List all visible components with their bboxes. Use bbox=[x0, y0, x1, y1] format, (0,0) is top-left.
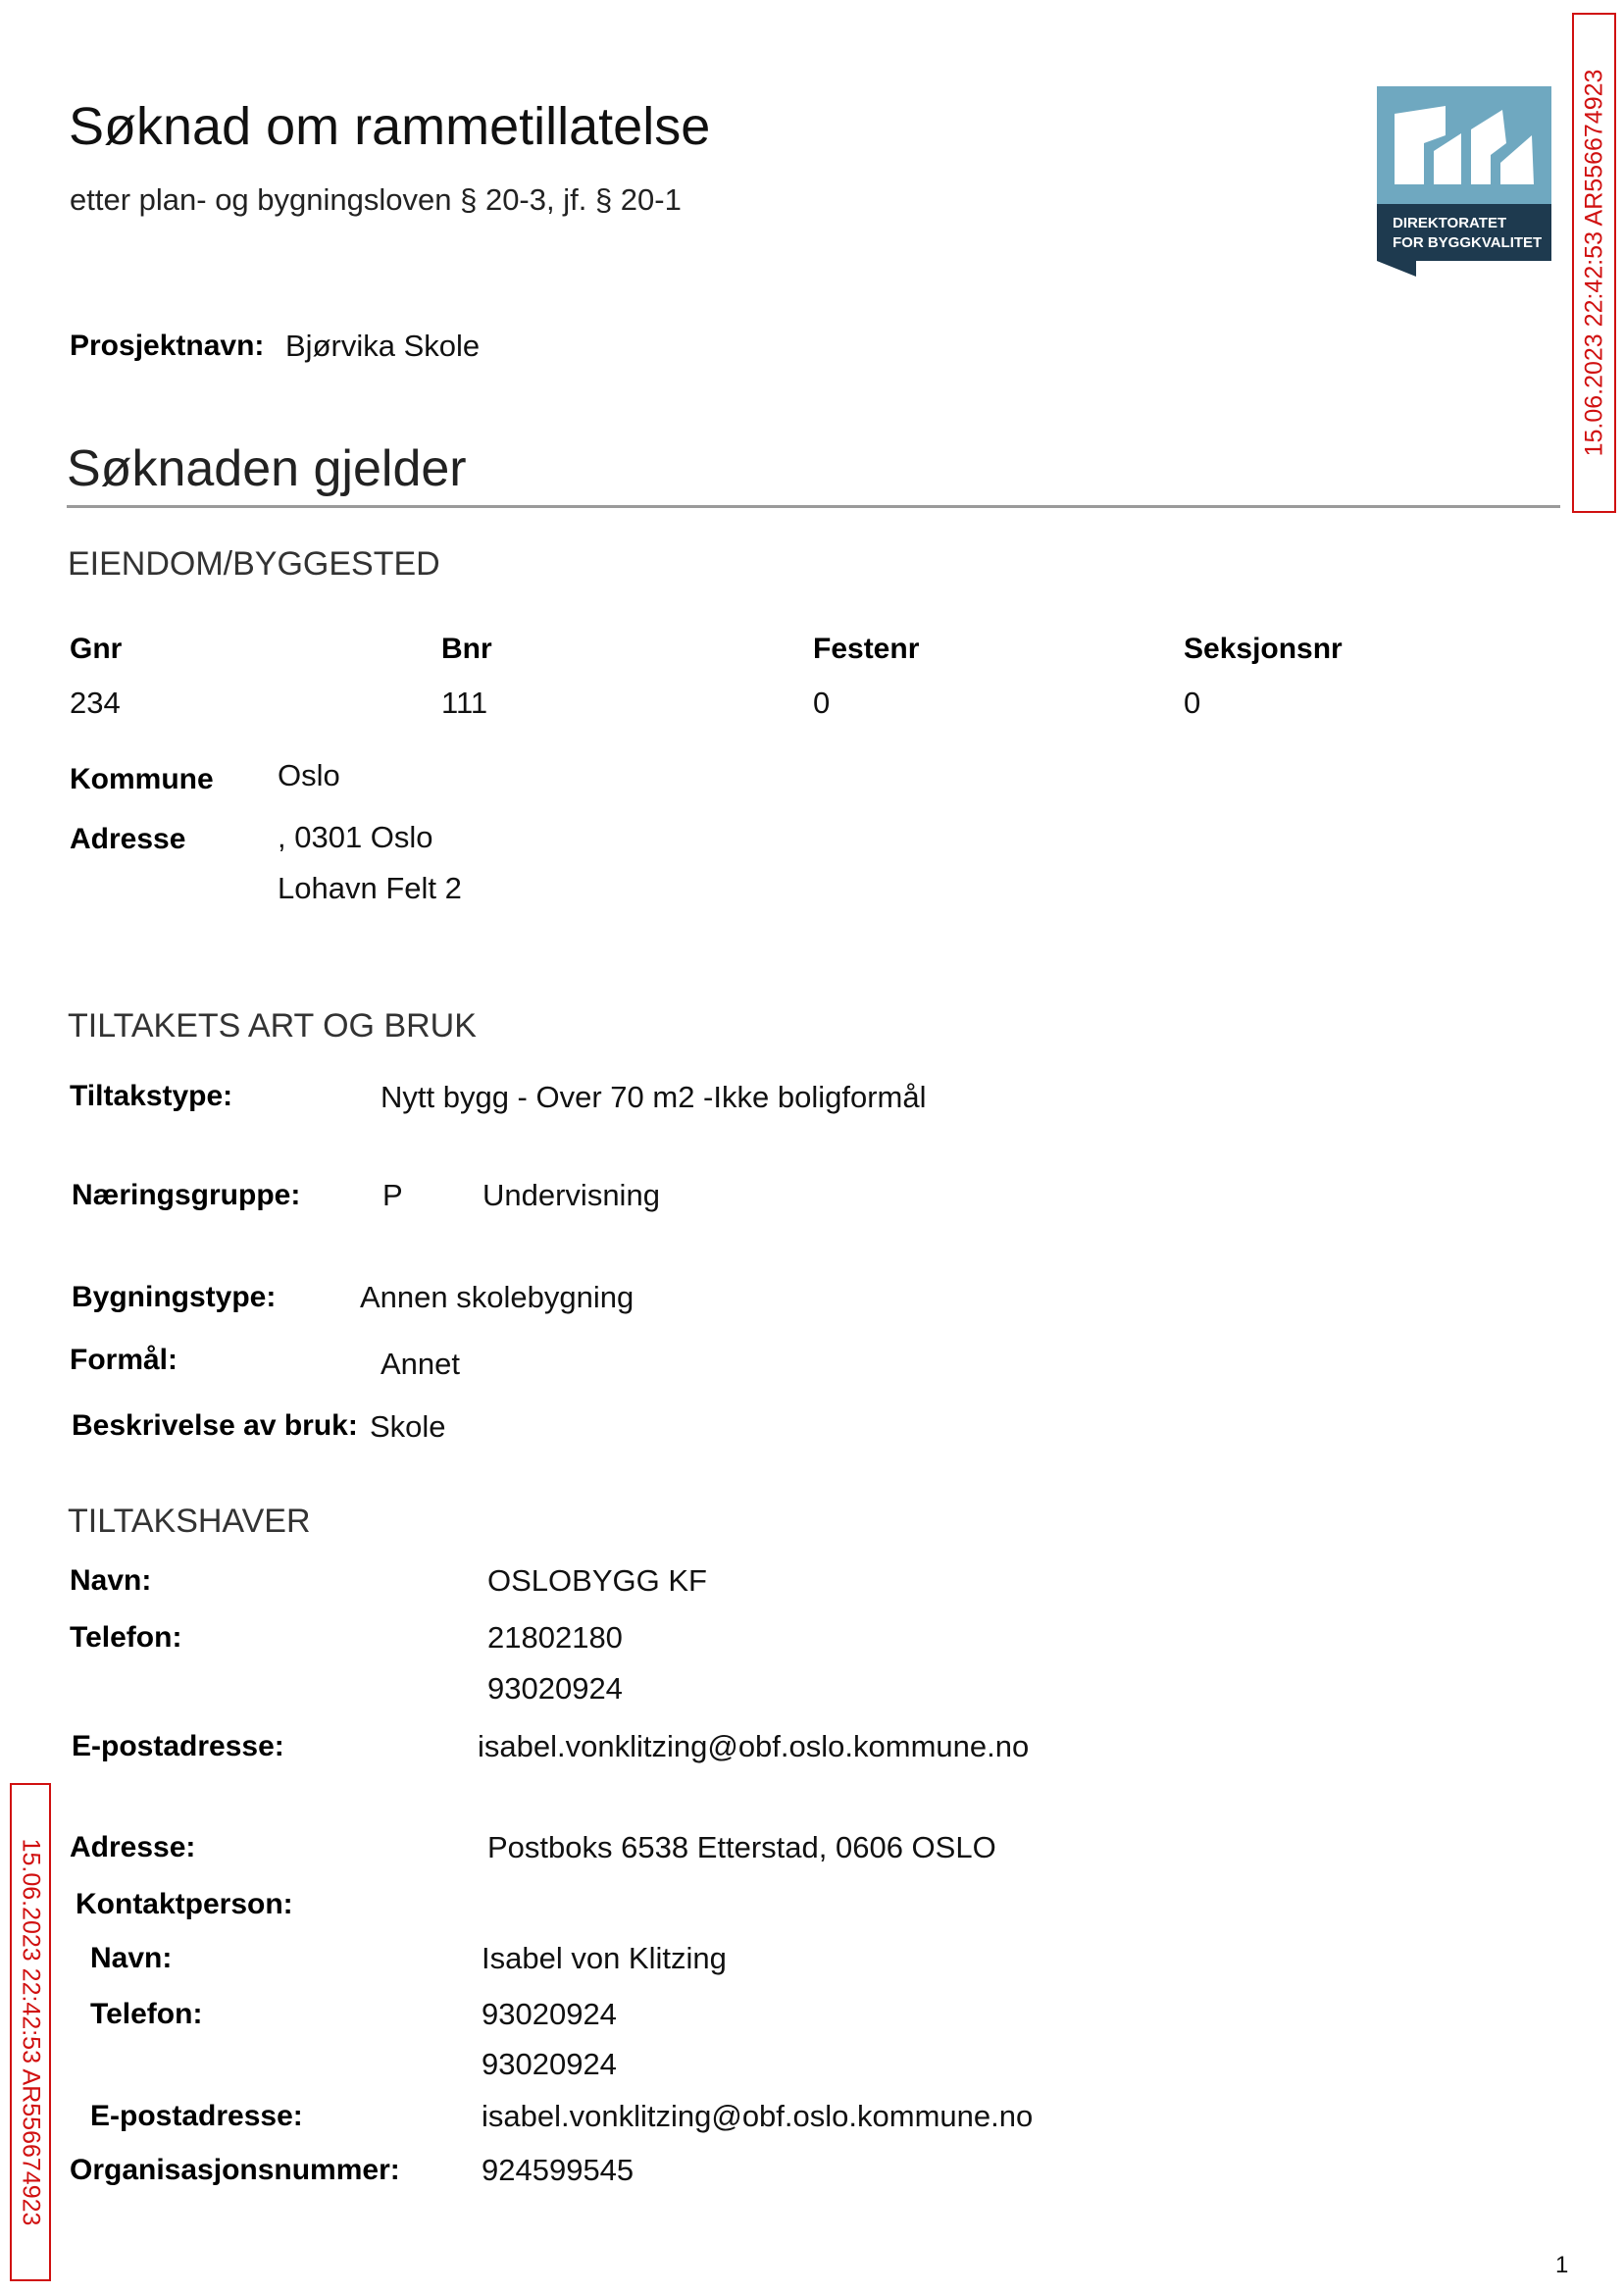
tiltak-heading: TILTAKETS ART OG BRUK bbox=[68, 1007, 477, 1045]
seksjonsnr-value: 0 bbox=[1184, 686, 1201, 720]
kontakt-telefon-1: 93020924 bbox=[482, 1997, 617, 2031]
bnr-value: 111 bbox=[441, 686, 488, 720]
document-subtitle: etter plan- og bygningsloven § 20-3, jf. § 20-1 bbox=[70, 182, 682, 217]
tiltakshaver-telefon-label: Telefon: bbox=[70, 1621, 182, 1654]
tiltakshaver-adresse-value: Postboks 6538 Etterstad, 0606 OSLO bbox=[487, 1830, 996, 1864]
tiltakstype-value: Nytt bygg - Over 70 m2 -Ikke boligformål bbox=[381, 1080, 927, 1114]
bygningstype-value: Annen skolebygning bbox=[360, 1280, 634, 1314]
section-title: Søknaden gjelder bbox=[67, 440, 467, 497]
eiendom-heading: EIENDOM/BYGGESTED bbox=[68, 545, 440, 583]
dibk-logo-mark bbox=[1377, 86, 1551, 277]
logo-line1: DIREKTORATET bbox=[1393, 215, 1507, 231]
adresse-line2: Lohavn Felt 2 bbox=[278, 871, 462, 905]
stamp-top-text: 15.06.2023 22:42:53 AR556674923 bbox=[1580, 69, 1607, 457]
stamp-bottom-text: 15.06.2023 22:42:53 AR556674923 bbox=[17, 1838, 45, 2226]
organisasjonsnummer-value: 924599545 bbox=[482, 2153, 634, 2187]
bygningstype-label: Bygningstype: bbox=[72, 1281, 277, 1313]
beskrivelse-value: Skole bbox=[370, 1409, 446, 1444]
dibk-logo bbox=[1377, 86, 1551, 277]
beskrivelse-label: Beskrivelse av bruk: bbox=[72, 1409, 358, 1442]
tiltakshaver-epost-value: isabel.vonklitzing@obf.oslo.kommune.no bbox=[478, 1729, 1030, 1763]
tiltakshaver-heading: TILTAKSHAVER bbox=[68, 1503, 311, 1540]
page-number: 1 bbox=[1555, 2252, 1569, 2278]
naeringsgruppe-label: Næringsgruppe: bbox=[72, 1179, 301, 1211]
kontakt-navn-value: Isabel von Klitzing bbox=[482, 1941, 727, 1975]
project-name-label: Prosjektnavn: bbox=[70, 330, 265, 362]
kontakt-navn-label: Navn: bbox=[90, 1942, 173, 1974]
kontakt-epost-value: isabel.vonklitzing@obf.oslo.kommune.no bbox=[482, 2099, 1034, 2133]
kontaktperson-label: Kontaktperson: bbox=[76, 1888, 293, 1920]
tiltakshaver-navn-value: OSLOBYGG KF bbox=[487, 1563, 707, 1598]
naeringsgruppe-code: P bbox=[382, 1178, 403, 1212]
formal-label: Formål: bbox=[70, 1344, 178, 1376]
festenr-value: 0 bbox=[813, 686, 831, 720]
kommune-value: Oslo bbox=[278, 758, 340, 792]
tiltakstype-label: Tiltakstype: bbox=[70, 1080, 233, 1112]
logo-line2: FOR BYGGKVALITET bbox=[1393, 234, 1543, 251]
gnr-value: 234 bbox=[70, 686, 121, 720]
tiltakshaver-epost-label: E-postadresse: bbox=[72, 1730, 284, 1762]
timestamp-stamp-bottom bbox=[10, 1783, 51, 2281]
gnr-label: Gnr bbox=[70, 633, 123, 665]
timestamp-stamp-top bbox=[1572, 13, 1616, 513]
kommune-label: Kommune bbox=[70, 763, 214, 795]
kontakt-telefon-label: Telefon: bbox=[90, 1998, 203, 2030]
bnr-label: Bnr bbox=[441, 633, 492, 665]
kontakt-telefon-2: 93020924 bbox=[482, 2047, 617, 2081]
tiltakshaver-telefon-1: 21802180 bbox=[487, 1620, 623, 1655]
kontakt-epost-label: E-postadresse: bbox=[90, 2100, 303, 2132]
organisasjonsnummer-label: Organisasjonsnummer: bbox=[70, 2154, 400, 2186]
project-name-value: Bjørvika Skole bbox=[285, 329, 481, 363]
naeringsgruppe-value: Undervisning bbox=[482, 1178, 660, 1212]
festenr-label: Festenr bbox=[813, 633, 920, 665]
tiltakshaver-adresse-label: Adresse: bbox=[70, 1831, 196, 1863]
adresse-label: Adresse bbox=[70, 823, 186, 855]
section-divider bbox=[67, 505, 1560, 508]
tiltakshaver-telefon-2: 93020924 bbox=[487, 1671, 623, 1706]
tiltakshaver-navn-label: Navn: bbox=[70, 1564, 152, 1597]
adresse-line1: , 0301 Oslo bbox=[278, 820, 433, 854]
formal-value: Annet bbox=[381, 1347, 461, 1381]
document-title: Søknad om rammetillatelse bbox=[69, 97, 711, 156]
seksjonsnr-label: Seksjonsnr bbox=[1184, 633, 1343, 665]
